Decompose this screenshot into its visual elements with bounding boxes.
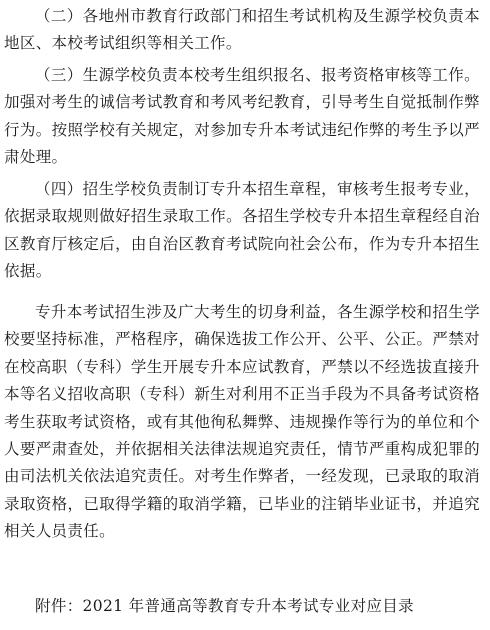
attachment-line: 附件：2021 年普通高等教育专升本考试专业对应目录 bbox=[35, 597, 414, 615]
paragraph-section-2: （二）各地州市教育行政部门和招生考试机构及生源学校负责本地区、本校考试组织等相关工作。 bbox=[4, 7, 480, 53]
paragraph-requirements: 专升本考试招生涉及广大考生的切身利益，各生源学校和招生学校要坚持标准，严格程序，确保选拔工作公开、公平、公正。严禁对在校高职（专科）学生开展专升本应试教育，严禁以不经选拔直接升本等名义招收高职（专科）新生对利用不正当手段为不具备考试资格考生获取考试资格，或有其他徇私舞弊、违规操作等行为的单位和个人要严肃查处，并依据相关法律法规追究责任，情节严重构成犯罪的由司法机关依法追究责任。对考生作弊者，一经发现，已录取的取消录取资格，已取得学籍的取消学籍，已毕业的注销毕业证书，并追究相关人员责任。 bbox=[4, 303, 480, 541]
paragraph-section-4: （四）招生学校负责制订专升本招生章程，审核考生报考专业，依据录取规则做好招生录取工作。各招生学校专升本招生章程经自治区教育厅核定后，由自治区教育考试院向社会公布，作为专升本招生依据。 bbox=[4, 180, 480, 281]
paragraph-section-3: （三）生源学校负责本校考生组织报名、报考资格审核等工作。加强对考生的诚信考试教育和考风考纪教育，引导考生自觉抵制作弊行为。按照学校有关规定，对参加专升本考试违纪作弊的考生予以严肃处理。 bbox=[4, 66, 480, 167]
